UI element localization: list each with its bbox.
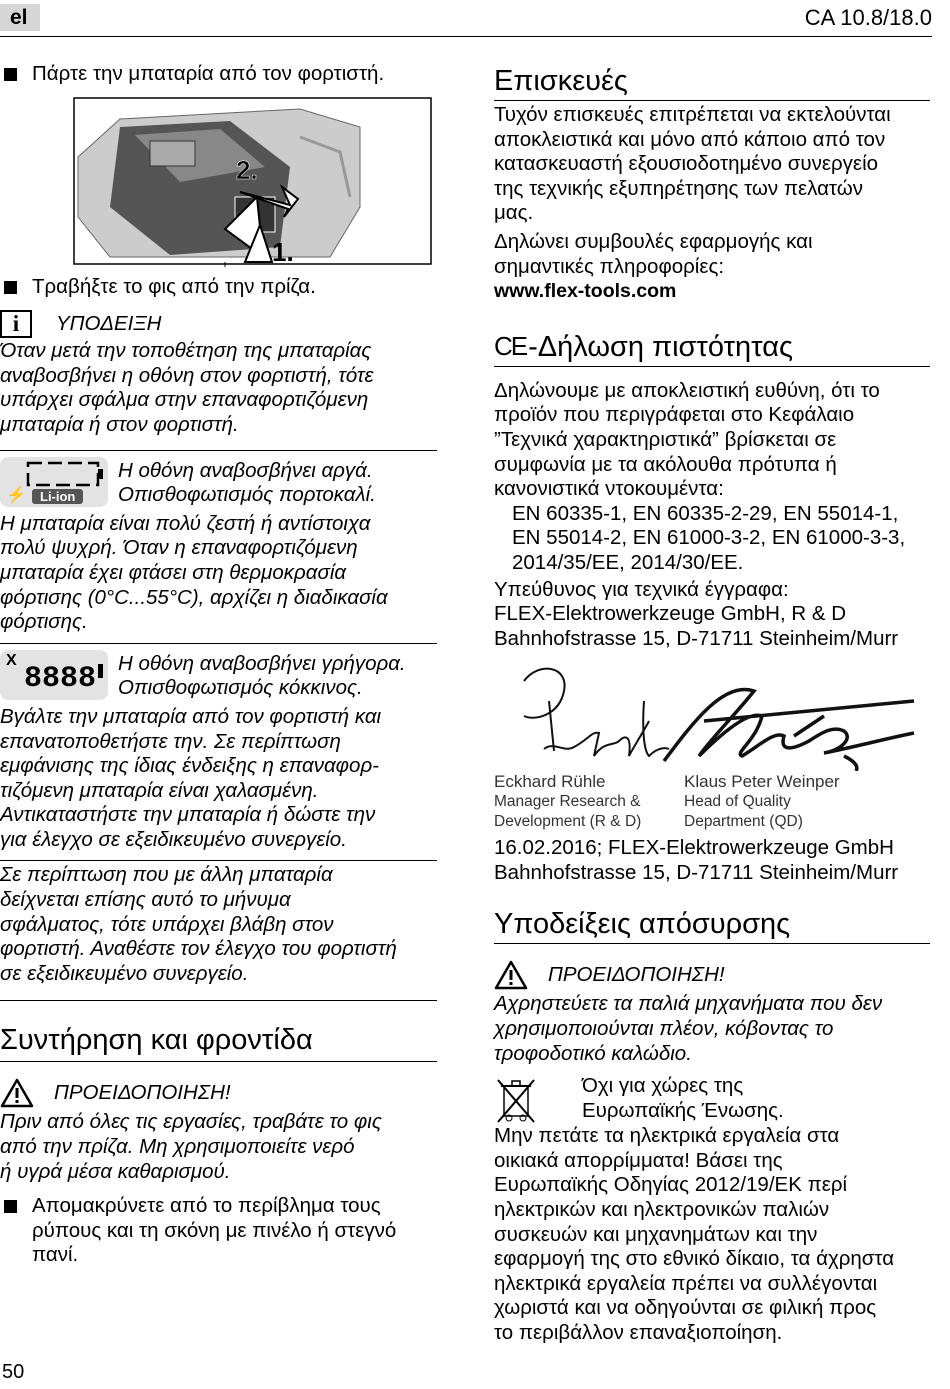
display-fast-line: Η οθόνη αναβοσβήνει γρήγορα.: [118, 651, 406, 675]
website-link[interactable]: www.flex-tools.com: [494, 280, 677, 303]
bullet-line: πανί.: [32, 1243, 79, 1267]
desc-line: τιζόμενη μπαταρία είναι χαλασμένη.: [0, 778, 319, 802]
desc-line: σε εξειδικευμένο συνεργείο.: [0, 961, 249, 985]
eu-line: Ευρωπαϊκής Ένωσης.: [582, 1098, 784, 1122]
responsible-text: [494, 578, 930, 652]
signer-role: Head of Quality: [684, 793, 791, 811]
signer-name: Klaus Peter Weinper: [684, 772, 840, 792]
advice-line: σημαντικές πληροφορίες:: [494, 254, 725, 278]
decl-line: ”Τεχνικά χαρακτηριστικά” βρίσκεται σε: [494, 427, 837, 451]
divider: [0, 860, 437, 861]
step-1-label: 1.: [272, 236, 294, 267]
advice-text: [494, 230, 930, 304]
warning-text: [0, 1110, 437, 1184]
warning-line: Πριν από όλες τις εργασίες, τραβάτε το φις: [0, 1110, 382, 1134]
warning-header: [494, 960, 930, 990]
signer-role: Department (QD): [684, 813, 803, 831]
disposal-line: χωριστά και να οδηγούνται σε φιλική προς: [494, 1296, 877, 1320]
standards-line: EN 55014-2, EN 61000-3-2, EN 61000-3-3,: [512, 526, 906, 550]
heading-rule: [0, 1061, 437, 1062]
weee-row: [494, 1074, 930, 1124]
display-slow-blink-row: [0, 457, 437, 508]
repairs-line: κατασκευαστή εξουσιοδοτημένο συνεργείο: [494, 152, 879, 176]
repairs-line: Τυχόν επισκευές επιτρέπεται να εκτελούνται: [494, 103, 891, 126]
disposal-line: Ευρωπαϊκής Οδηγίας 2012/19/ΕΚ περί: [494, 1173, 848, 1197]
desc-line: Βγάλτε την μπαταρία από τον φορτιστή και: [0, 704, 382, 728]
warning-line: ή υγρά μέσα καθαρισμού.: [0, 1159, 231, 1183]
signer-role: Manager Research &: [494, 793, 641, 811]
maintenance-heading: Συντήρηση και φροντίδα: [0, 1024, 313, 1057]
desc-line: επανατοποθετήστε την. Σε περίπτωση: [0, 729, 341, 753]
responsible-line: Υπεύθυνος για τεχνικά έγγραφα:: [494, 577, 789, 601]
standards-list: [494, 502, 930, 576]
bullet-unplug: Τραβήξτε το φις από την πρίζα.: [2, 275, 437, 300]
charger-figure: [0, 97, 430, 267]
desc-line: φόρτισης.: [0, 610, 88, 634]
standards-line: EN 60335-1, EN 60335-2-29, EN 55014-1,: [512, 501, 899, 525]
right-column: [494, 62, 930, 1346]
advice-line: Δηλώνει συμβουλές εφαρμογής και: [494, 229, 813, 253]
warning-line: από την πρίζα. Μη χρησιμοποιείτε νερό: [0, 1135, 355, 1159]
signer-name: Eckhard Rühle: [494, 772, 606, 792]
warning-header: [0, 1078, 437, 1108]
divider: [0, 643, 437, 644]
step-2-label: 2.: [236, 154, 258, 185]
display-slow-text: [118, 459, 376, 508]
disposal-line: ηλεκτρικά εργαλεία πρέπει να συλλέγονται: [494, 1271, 878, 1295]
decl-line: κανονιστικά ντοκουμέντα:: [494, 477, 724, 501]
warning-triangle-icon: [494, 960, 528, 990]
divider: [0, 450, 437, 451]
charger-display-fast-icon: [0, 650, 108, 700]
bullet-line: Απομακρύνετε από το περίβλημα τους: [32, 1194, 381, 1218]
heading-rule: [494, 366, 930, 367]
warning-triangle-icon: [0, 1078, 34, 1108]
page-number: 50: [2, 1361, 25, 1383]
desc-line: δείχνεται επίσης αυτό το μήνυμα: [0, 888, 291, 912]
warning-line: χρησιμοποιούνται πλέον, κόβοντας το: [494, 1017, 834, 1041]
date-line: 16.02.2016; FLEX-Elektrowerkzeuge GmbH: [494, 836, 894, 860]
repairs-line: της τεχνικής εξυπηρέτησης των πελατών: [494, 176, 863, 200]
language-badge: el: [0, 4, 40, 31]
ce-mark-icon: CE: [494, 331, 527, 362]
charger-illustration: [0, 97, 432, 267]
repairs-text: [494, 103, 930, 226]
signature-images: [494, 661, 930, 771]
eu-note: [582, 1074, 784, 1124]
signer-block: [494, 771, 930, 832]
date-line: Bahnhofstrasse 15, D-71711 Steinheim/Murr: [494, 860, 899, 884]
standards-line: 2014/35/EE, 2014/30/EE.: [512, 550, 744, 574]
disposal-heading: Υποδείξεις απόσυρσης: [494, 908, 791, 941]
info-icon: i: [0, 310, 32, 338]
eu-line: Όχι για χώρες της: [582, 1074, 744, 1098]
desc-line: φορτιστή. Αναθέστε τον έλεγχο του φορτιστή: [0, 937, 397, 961]
bullet-line: ρύπους και τη σκόνη με πινέλο ή στεγνό: [32, 1218, 397, 1242]
desc-line: Η μπαταρία είναι πολύ ζεστή ή αντίστοιχα: [0, 511, 371, 535]
svg-text:⚡: ⚡: [6, 486, 26, 504]
note-text: [0, 339, 437, 437]
page-header: [0, 0, 950, 36]
charger-display-slow-icon: [0, 457, 108, 507]
note-title: ΥΠΟΔΕΙΞΗ: [56, 312, 162, 336]
disposal-line: ηλεκτρικών και ηλεκτρονικών παλιών: [494, 1198, 830, 1222]
display-fast-blink-row: [0, 650, 437, 701]
left-column: [0, 62, 437, 1268]
signer-1: [494, 771, 684, 832]
heading-rule: [494, 943, 930, 944]
decl-line: προϊόν που περιγράφεται στο Κεφάλαιο: [494, 403, 855, 427]
ce-heading-text: -Δήλωση πιστότητας: [528, 330, 793, 363]
header-rule: [0, 36, 932, 37]
display-slow-line: Η οθόνη αναβοσβήνει αργά.: [118, 458, 373, 482]
desc-line: Αντικαταστήστε την μπαταρία ή δώστε την: [0, 803, 376, 827]
disposal-line: οικιακά απορρίμματα! Βάσει της: [494, 1148, 783, 1172]
li-ion-badge: Li-ion: [32, 489, 83, 504]
repairs-line: αποκλειστικά και μόνο από κάποιο από τον: [494, 127, 886, 151]
decl-line: Δηλώνουμε με αποκλειστική ευθύνη, ότι το: [494, 378, 880, 402]
repairs-heading: Επισκευές: [494, 65, 628, 97]
disposal-line: το περιβάλλον επαναξιοποίηση.: [494, 1321, 783, 1344]
note-line: μπαταρία ή στον φορτιστή.: [0, 412, 239, 436]
heading-rule: [494, 100, 930, 101]
bullet-remove-battery: Πάρτε την μπαταρία από τον φορτιστή.: [2, 62, 437, 87]
responsible-line: Bahnhofstrasse 15, D-71711 Steinheim/Murr: [494, 626, 899, 650]
declaration-text: [494, 379, 930, 502]
note-line: υπάρχει σφάλμα στην επαναφορτιζόμενη: [0, 388, 369, 412]
model-label: CA 10.8/18.0: [804, 5, 932, 30]
divider: [0, 1000, 437, 1001]
display-fast-text: [118, 652, 406, 701]
desc-line: Σε περίπτωση που με άλλη μπαταρία: [0, 863, 333, 887]
signer-role: Development (R & D): [494, 813, 642, 831]
svg-text:8888: 8888: [24, 661, 97, 696]
display-slow-description: [0, 512, 437, 635]
bullet-clean: [2, 1194, 437, 1268]
signatures: [494, 661, 930, 771]
display-fast-line: Οπισθοφωτισμός κόκκινος.: [118, 676, 363, 700]
warning-line: Αχρηστεύετε τα παλιά μηχανήματα που δεν: [494, 992, 883, 1016]
warning-title: ΠΡΟΕΙΔΟΠΟΙΗΣΗ!: [54, 1081, 231, 1105]
responsible-line: FLEX-Elektrowerkzeuge GmbH, R & D: [494, 602, 847, 626]
disposal-line: εφαρμογή της στο εθνικό δίκαιο, τα άχρηστα: [494, 1247, 895, 1271]
desc-line: φόρτισης (0°C...55°C), αρχίζει η διαδικασία: [0, 585, 388, 609]
desc-line: για έλεγχο σε εξειδικευμένο συνεργείο.: [0, 827, 347, 851]
desc-line: σφάλματος, τότε υπάρχει βλάβη στον: [0, 912, 334, 936]
warning-line: τροφοδοτικό καλώδιο.: [494, 1041, 692, 1065]
warning-title: ΠΡΟΕΙΔΟΠΟΙΗΣΗ!: [548, 963, 725, 987]
note-line: Όταν μετά την τοποθέτηση της μπαταρίας: [0, 339, 372, 363]
disposal-line: Μην πετάτε τα ηλεκτρικά εργαλεία στα: [494, 1124, 840, 1148]
other-battery-text: [0, 863, 437, 986]
note-header: [0, 309, 437, 339]
display-fast-description: [0, 705, 437, 853]
display-slow-line: Οπισθοφωτισμός πορτοκαλί.: [118, 483, 376, 507]
date-company: [494, 836, 930, 885]
desc-line: πολύ ψυχρή. Όταν η επαναφορτιζόμενη: [0, 536, 358, 560]
desc-line: μπαταρία έχει φτάσει στη θερμοκρασία: [0, 560, 347, 584]
note-line: αναβοσβήνει η οθόνη στον φορτιστή, τότε: [0, 363, 374, 387]
desc-line: εμφάνισης της ίδιας ένδειξης η επαναφορ-: [0, 754, 380, 778]
warning-text: [494, 992, 930, 1066]
ce-heading: [494, 330, 930, 364]
repairs-line: μας.: [494, 201, 534, 225]
crossed-bin-icon: [496, 1076, 536, 1124]
disposal-line: συσκευών και μηχανημάτων και την: [494, 1222, 818, 1246]
signer-2: [684, 771, 840, 832]
decl-line: συμφωνία με τα ακόλουθα πρότυπα ή: [494, 452, 837, 476]
disposal-text: [494, 1124, 930, 1345]
error-x-mark: X: [6, 651, 17, 669]
